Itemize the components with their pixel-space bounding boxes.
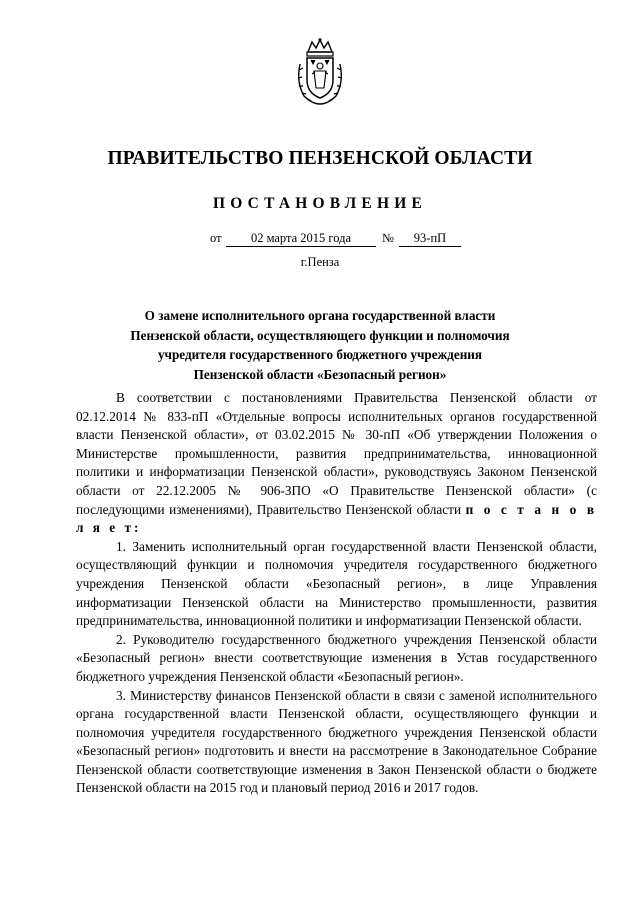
date-field: 02 марта 2015 года [226,231,376,247]
number-sign: № [382,231,394,245]
coat-of-arms-icon [294,38,346,108]
preamble-paragraph [76,389,597,538]
subject-line: учредителя государственного бюджетного учреждения [157,347,483,362]
date-prefix: от [210,231,222,245]
clause-paragraph: 3. Министерству финансов Пензенской области в связи с заменой исполнительного органа государственной власти Пензенской области, осуществляющего функции и полномочия учредителя государственного бюджетного учреждения Пензенской области «Безопасный регион» подготовить и внести на рассмотрение в Законодательное Собрание Пензенской области соответствующие изменения в Закон Пензенской области о бюджете Пензенской области на 2015 год и плановый период 2016 и 2017 годов. [76,687,597,796]
city-name: г.Пенза [300,255,340,269]
subject-line: Пензенской области «Безопасный регион» [193,366,447,382]
clause-paragraph: 2. Руководителю государственного бюджетного учреждения Пензенской области «Безопасный регион» внести соответствующие изменения в Устав государственного бюджетного учреждения Пензенской области «Безопасный регион». [76,631,597,684]
document-body [76,389,597,798]
preamble-text: В соответствии с постановлениями Правительства Пензенской области от 02.12.2014 № 833-пП «Отдельные вопросы исполнительных органов государственной власти Пензенской области», от 03.02.2015 № 30-пП «Об утверждении Положения о Министерстве промышленности, развития предпринимательства, инновационной политики и информатизации Пензенской области», руководствуясь Законом Пензенской области от 22.12.2005 № 906-ЗПО «О Правительстве Пензенской области» (с последующими изменениями), Правительство Пензенской области [76,390,597,517]
resolves-word: п о с т а н о в л я е т: [76,501,597,536]
document-subject [80,306,560,384]
subject-line: О замене исполнительного органа государственной власти [144,308,496,323]
clause-paragraph: 1. Заменить исполнительный орган государственной власти Пензенской области, осуществляющий функции и полномочия учредителя государственного бюджетного учреждения Пензенской области «Безопасный регион», в лице Управления информатизации Пензенской области на Министерство промышленности, развития предпринимательства, инновационной политики и информатизации Пензенской области. [76,538,597,629]
number-field: 93-пП [399,231,461,247]
document-type: ПОСТАНОВЛЕНИЕ [212,195,428,212]
subject-line: Пензенской области, осуществляющего функции и полномочия [130,327,510,343]
government-title: ПРАВИТЕЛЬСТВО ПЕНЗЕНСКОЙ ОБЛАСТИ [107,148,533,169]
